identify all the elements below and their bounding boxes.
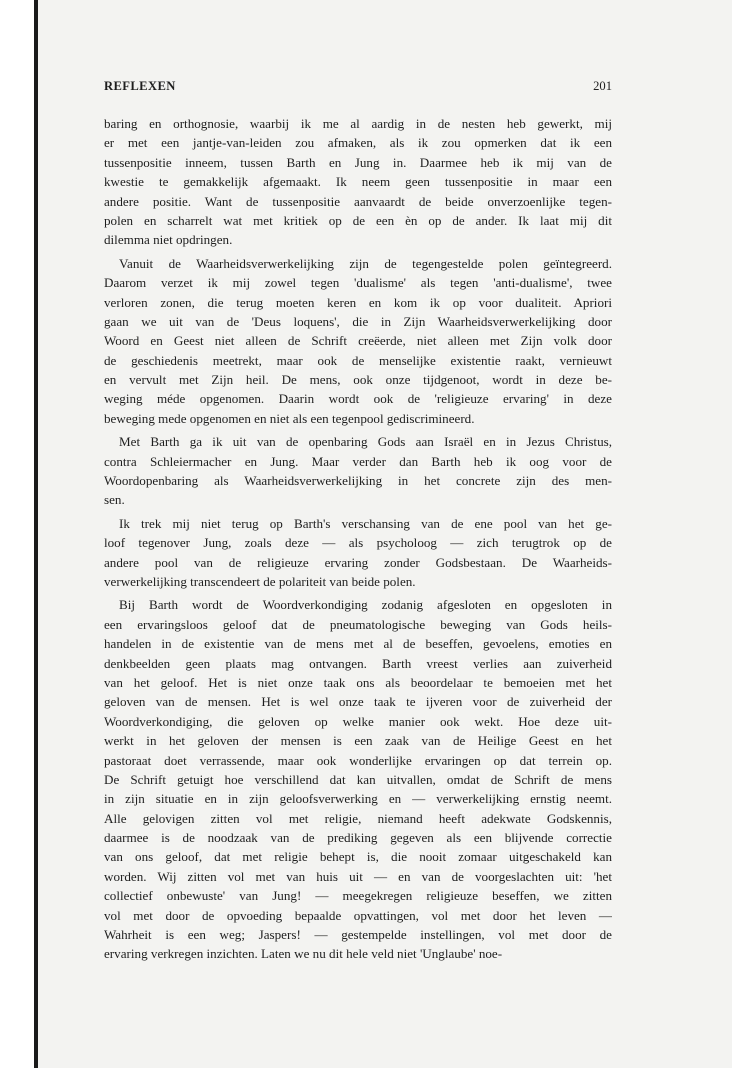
text-line: weging méde opgenomen. Daarin wordt ook de 'religieuze ervaring' in deze — [104, 391, 612, 407]
paragraph — [104, 514, 612, 592]
text-line: ervaring verkregen inzichten. Laten we nu dit hele veld niet 'Unglaube' noe- — [104, 946, 503, 962]
text-line: werkt in het geloven der mensen is een zaak van de Heilige Geest en het — [104, 733, 612, 749]
text-line: Wahrheit is een weg; Jaspers! — gestempelde instellingen, vol met door de — [104, 927, 612, 943]
text-line: collectief onbewuste' van Jung! — meegekregen religieuze beseffen, we zitten — [104, 888, 612, 904]
text-line: dilemma niet opdringen. — [104, 232, 233, 248]
text-line: Alle gelovigen zitten vol met religie, niemand heeft adekwate Godskennis, — [104, 810, 612, 826]
text-line: denkbeelden geen plaats mag ontvangen. Barth vreest verlies aan zuiverheid — [104, 655, 612, 671]
text-line: in zijn situatie en in zijn geloofsverwerking en — verwerkelijking ernstig neemt. — [104, 791, 612, 807]
text-line: polen en scharrelt wat met kritiek op de een èn op de ander. Ik laat mij dit — [104, 212, 612, 228]
body-text — [104, 114, 612, 964]
text-line: vol met door de opvoeding bepaalde opvattingen, vol met door het leven — — [104, 907, 612, 923]
page-header — [104, 77, 612, 95]
text-line: Vanuit de Waarheidsverwerkelijking zijn de tegengestelde polen geïntegreerd. — [119, 255, 612, 271]
text-line: andere positie. Want de tussenpositie aanvaardt de beide onverzoenlijke tegen- — [104, 193, 612, 209]
text-line: tussenpositie inneem, tussen Barth en Jung in. Daarmee heb ik mij van de — [104, 154, 612, 170]
text-line: van ons geloof, dat met religie behept is, die nooit zomaar uitgeschakeld kan — [104, 849, 612, 865]
paragraph — [104, 114, 612, 250]
text-line: Ik trek mij niet terug op Barth's verschansing van de ene pool van het ge- — [119, 515, 612, 531]
text-line: daarmee is de noodzaak van de prediking gegeven als een blijvende correctie — [104, 830, 612, 846]
paragraph — [104, 432, 612, 510]
text-line: Woord en Geest niet alleen de Schrift creëerde, niet alleen met Zijn volk door — [104, 333, 612, 349]
text-line: Daarom verzet ik mij zowel tegen 'dualisme' als tegen 'anti-dualisme', twee — [104, 275, 612, 291]
text-line: Woordverkondiging, die geloven op welke manier ook wekt. Hoe deze uit- — [104, 713, 612, 729]
text-line: kwestie te gemakkelijk afgemaakt. Ik neem geen tussenpositie in maar een — [104, 174, 612, 190]
text-line: andere pool van de religieuze ervaring zonder Godsbestaan. De Waarheids- — [104, 554, 612, 570]
text-line: een ervaringsloos geloof dat de pneumatologische beweging van Gods heils- — [104, 616, 612, 632]
text-line: en vervult met Zijn heil. De mens, ook onze tijdgenoot, wordt in deze be- — [104, 372, 612, 388]
text-line: geloven van de mensen. Het is wel onze taak te ijveren voor de zuiverheid der — [104, 694, 612, 710]
text-line: baring en orthognosie, waarbij ik me al aardig in de nesten heb gewerkt, mij — [104, 116, 612, 131]
text-line: loof tegenover Jung, zoals deze — als psycholoog — zich terugtrok op de — [104, 535, 612, 551]
text-line: contra Schleiermacher en Jung. Maar verder dan Barth heb ik oog voor de — [104, 453, 612, 469]
page-margin-right — [732, 0, 738, 1068]
text-line: handelen in de existentie van de mens met al de beseffen, gevoelens, emoties en — [104, 636, 612, 652]
text-line: De Schrift getuigt hoe verschillend dat kan uitvallen, omdat de Schrift de mens — [104, 771, 612, 787]
text-line: de geschiedenis meetrekt, maar ook de menselijke existentie raakt, vernieuwt — [104, 352, 612, 368]
text-line: verloren zonen, die terug moeten keren en kom ik op voor dualiteit. Apriori — [104, 294, 612, 310]
text-line: er met een jantje-van-leiden zou afmaken, als ik zou opmerken dat ik een — [104, 135, 612, 151]
text-line: van het geloof. Het is niet onze taak ons als beoordelaar te bemoeien met het — [104, 674, 612, 690]
running-head: REFLEXEN — [104, 79, 176, 93]
text-line: worden. Wij zitten vol met van huis uit — en van de voorgeslachten uit: 'het — [104, 868, 612, 884]
text-line: Woordopenbaring als Waarheidsverwerkelijking in het concrete zijn des men- — [104, 473, 612, 489]
page-margin-left — [0, 0, 34, 1068]
text-line: pastoraat doet verrassende, maar ook wonderlijke ervaringen op dat terrein op. — [104, 752, 612, 768]
text-line: beweging mede opgenomen en niet als een tegenpool gediscrimineerd. — [104, 410, 475, 426]
page-number: 201 — [593, 79, 612, 93]
text-line: gaan we uit van de 'Deus loquens', die in Zijn Waarheidsverwerkelijking door — [104, 313, 612, 329]
binding-shadow — [34, 0, 38, 1068]
text-line: sen. — [104, 492, 125, 508]
text-line: Met Barth ga ik uit van de openbaring Gods aan Israël en in Jezus Christus, — [119, 434, 612, 450]
text-line: verwerkelijking transcendeert de polariteit van beide polen. — [104, 573, 416, 589]
text-line: Bij Barth wordt de Woordverkondiging zodanig afgesloten en opgesloten in — [119, 597, 612, 613]
paragraph — [104, 595, 612, 963]
paragraph — [104, 254, 612, 429]
